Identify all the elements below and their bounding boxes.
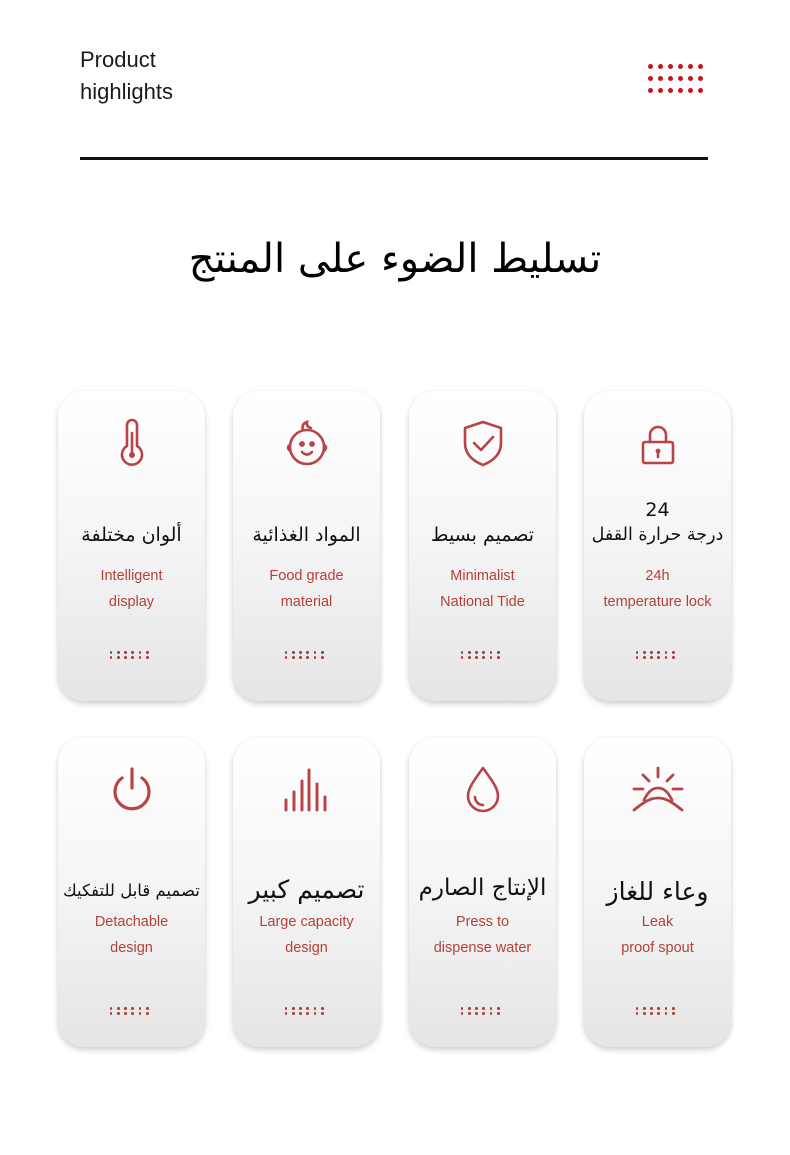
card-dots-icon xyxy=(110,1007,154,1017)
thermometer-icon xyxy=(58,416,205,472)
card-arabic-title: الإنتاج الصارم xyxy=(418,875,547,901)
card-english-caption: Press to dispense water xyxy=(433,914,532,956)
card-english-caption: Detachable design xyxy=(94,914,169,956)
card-dots-icon xyxy=(285,651,329,661)
water-drop-icon xyxy=(409,762,556,818)
card-arabic-title: درجة حرارة القفل xyxy=(591,525,724,545)
lock-icon xyxy=(584,416,731,472)
card-english-caption: Food grade material xyxy=(269,568,344,610)
card-dots-icon xyxy=(285,1007,329,1017)
power-icon xyxy=(58,762,205,818)
feature-card-minimalist xyxy=(409,391,556,701)
bar-chart-icon xyxy=(233,762,380,818)
card-arabic-title: تصميم قابل للتفكيك xyxy=(63,881,200,900)
card-dots-icon xyxy=(636,651,680,661)
card-english-caption: Large capacity design xyxy=(259,914,354,956)
card-arabic-title: المواد الغذائية xyxy=(252,524,361,546)
header-title-line2: highlights xyxy=(80,79,173,104)
card-english-caption: Minimalist National Tide xyxy=(440,568,525,610)
feature-card-food-grade xyxy=(233,391,380,701)
feature-card-temperature-lock xyxy=(584,391,731,701)
card-arabic-number: 24 xyxy=(645,499,670,521)
header-divider xyxy=(80,157,708,160)
header-title xyxy=(80,44,173,108)
baby-face-icon xyxy=(233,416,380,472)
shield-check-icon xyxy=(409,416,556,472)
card-arabic-title: ألوان مختلفة xyxy=(81,524,182,546)
sunrise-icon xyxy=(584,762,731,818)
card-dots-icon xyxy=(636,1007,680,1017)
feature-card-press-to-dispense xyxy=(409,737,556,1047)
feature-card-large-capacity xyxy=(233,737,380,1047)
card-dots-icon xyxy=(461,651,505,661)
card-english-caption: Intelligent display xyxy=(100,568,163,610)
card-dots-icon xyxy=(110,651,154,661)
feature-card-intelligent-display xyxy=(58,391,205,701)
card-english-caption: Leak proof spout xyxy=(621,914,694,956)
feature-card-detachable xyxy=(58,737,205,1047)
card-english-caption: 24h temperature lock xyxy=(603,568,712,610)
header-title-line1: Product xyxy=(80,47,156,72)
card-arabic-title: تصميم كبير xyxy=(248,875,365,904)
decorative-dots-icon xyxy=(647,63,709,99)
card-arabic-title: وعاء للغاز xyxy=(606,877,709,906)
main-title: تسليط الضوء على المنتج xyxy=(188,236,602,282)
feature-card-leak-proof xyxy=(584,737,731,1047)
card-dots-icon xyxy=(461,1007,505,1017)
card-arabic-title: تصميم بسيط xyxy=(430,524,535,546)
